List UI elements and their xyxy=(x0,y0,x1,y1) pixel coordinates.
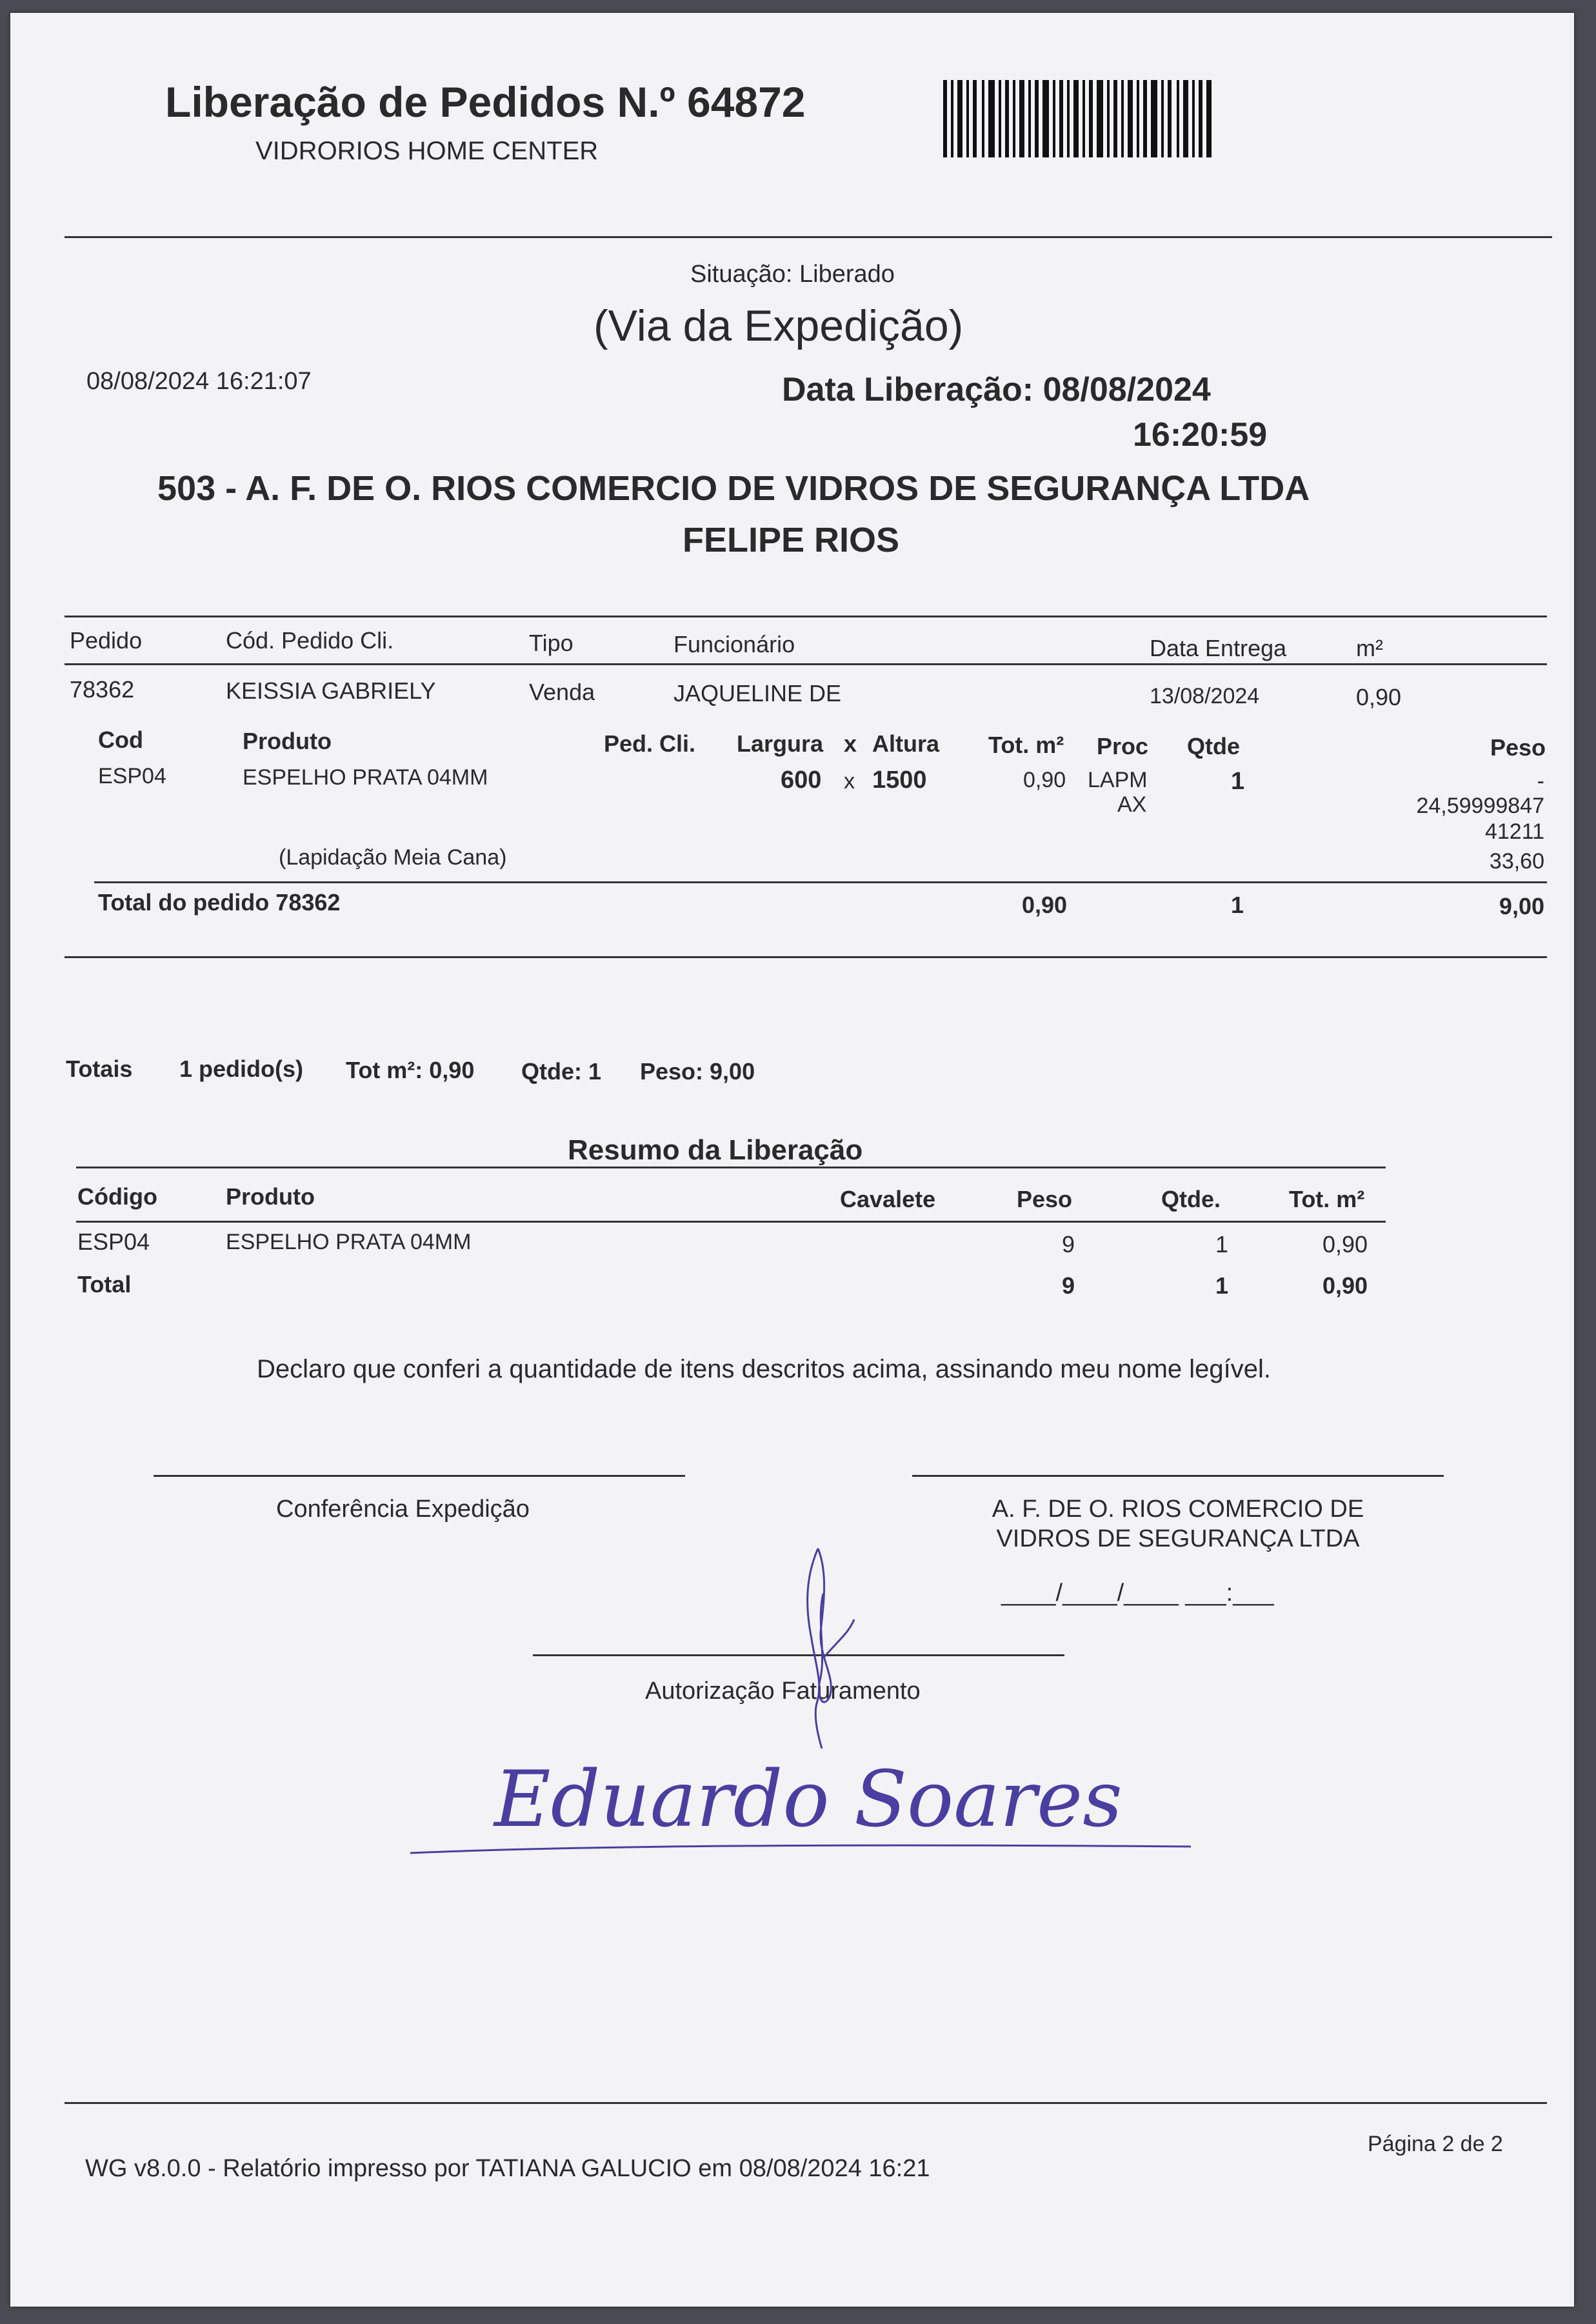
order-header-line xyxy=(65,663,1547,665)
item-qtde: 1 xyxy=(1231,768,1245,795)
barcode xyxy=(943,80,1214,157)
item-col-largura: Largura xyxy=(737,730,824,757)
resumo-col-produto: Produto xyxy=(226,1183,315,1210)
item-col-tot-m2: Tot. m² xyxy=(988,732,1064,758)
order-bottom-line xyxy=(65,956,1547,958)
totals-pedidos: 1 pedido(s) xyxy=(179,1056,304,1082)
item-produto: ESPELHO PRATA 04MM xyxy=(243,765,488,790)
col-m2: m² xyxy=(1356,635,1383,661)
resumo-total-tot-m2: 0,90 xyxy=(1322,1272,1368,1299)
date-time-blank: ____/____/____ ___:___ xyxy=(1001,1579,1274,1607)
conferencia-label: Conferência Expedição xyxy=(276,1496,530,1523)
order-funcionario: JAQUELINE DE xyxy=(673,680,842,706)
company-signature-line1: A. F. DE O. RIOS COMERCIO DE xyxy=(992,1496,1364,1523)
data-liberacao: Data Liberação: 08/08/2024 xyxy=(782,371,1211,408)
company-signature-line xyxy=(912,1475,1444,1477)
printed-datetime: 08/08/2024 16:21:07 xyxy=(86,368,312,395)
order-total-qtde: 1 xyxy=(1231,892,1244,918)
resumo-row-peso: 9 xyxy=(1062,1231,1075,1257)
order-total-label: Total do pedido 78362 xyxy=(98,889,341,916)
company-name: VIDRORIOS HOME CENTER xyxy=(255,137,599,165)
resumo-title: Resumo da Liberação xyxy=(568,1134,863,1166)
order-data-entrega: 13/08/2024 xyxy=(1150,684,1260,708)
item-peso-2: 24,59999847 xyxy=(1416,794,1544,818)
resumo-total-label: Total xyxy=(77,1271,132,1297)
hora-liberacao: 16:20:59 xyxy=(1133,416,1268,454)
resumo-col-qtde: Qtde. xyxy=(1161,1186,1221,1212)
resumo-row-produto: ESPELHO PRATA 04MM xyxy=(226,1230,472,1254)
resumo-row-tot-m2: 0,90 xyxy=(1322,1231,1368,1257)
order-cod-pedido-cli: KEISSIA GABRIELY xyxy=(226,677,436,704)
col-pedido: Pedido xyxy=(70,627,143,654)
items-total-line xyxy=(94,881,1547,883)
order-pedido: 78362 xyxy=(70,676,135,703)
initials-signature xyxy=(778,1542,862,1755)
order-total-m2: 0,90 xyxy=(1022,892,1068,918)
order-tipo: Venda xyxy=(529,679,595,705)
resumo-top-line xyxy=(76,1167,1386,1168)
item-col-ped-cli: Ped. Cli. xyxy=(604,730,696,757)
via-title: (Via da Expedição) xyxy=(594,301,964,350)
handwritten-signature xyxy=(397,1742,1236,1871)
client-name: 503 - A. F. DE O. RIOS COMERCIO DE VIDROS DE SEGURANÇA LTDA xyxy=(157,469,1310,508)
item-col-x: x xyxy=(844,730,857,757)
item-x: x xyxy=(844,769,855,794)
item-peso-4: 33,60 xyxy=(1489,849,1544,874)
item-altura: 1500 xyxy=(872,766,927,794)
col-funcionario: Funcionário xyxy=(673,631,795,657)
item-peso-3: 41211 xyxy=(1484,819,1544,844)
item-col-altura: Altura xyxy=(872,730,940,757)
document-page xyxy=(10,13,1574,2307)
order-m2: 0,90 xyxy=(1356,684,1402,710)
item-col-peso: Peso xyxy=(1490,734,1546,761)
status-situacao: Situação: Liberado xyxy=(690,261,895,288)
item-tot-m2: 0,90 xyxy=(1023,768,1066,792)
totals-peso: Peso: 9,00 xyxy=(640,1058,755,1085)
document-title: Liberação de Pedidos N.º 64872 xyxy=(165,78,806,126)
resumo-col-peso: Peso xyxy=(1017,1186,1073,1212)
resumo-row-codigo: ESP04 xyxy=(77,1228,150,1255)
col-cod-pedido-cli: Cód. Pedido Cli. xyxy=(226,627,394,654)
order-top-line xyxy=(65,616,1547,617)
conferencia-signature-line xyxy=(154,1475,685,1477)
svg-text:Eduardo Soares: Eduardo Soares xyxy=(494,1755,1122,1845)
totals-qtde: Qtde: 1 xyxy=(521,1058,602,1085)
item-col-qtde: Qtde xyxy=(1187,733,1241,759)
item-col-produto: Produto xyxy=(243,728,332,754)
resumo-total-qtde: 1 xyxy=(1215,1272,1229,1299)
item-proc-1: LAPM xyxy=(1088,768,1148,792)
company-signature-line2: VIDROS DE SEGURANÇA LTDA xyxy=(996,1525,1360,1552)
resumo-row-qtde: 1 xyxy=(1215,1231,1229,1257)
client-contact: FELIPE RIOS xyxy=(683,521,900,559)
col-data-entrega: Data Entrega xyxy=(1150,635,1287,661)
resumo-col-codigo: Código xyxy=(77,1183,157,1210)
item-peso-1: - xyxy=(1537,769,1544,794)
footer-line xyxy=(65,2102,1547,2104)
item-cod: ESP04 xyxy=(98,764,166,788)
footer-printed-by: WG v8.0.0 - Relatório impresso por TATIANA GALUCIO em 08/08/2024 16:21 xyxy=(85,2155,930,2182)
resumo-col-cavalete: Cavalete xyxy=(840,1186,936,1212)
resumo-total-peso: 9 xyxy=(1062,1272,1075,1299)
col-tipo: Tipo xyxy=(529,630,574,656)
item-proc-2: AX xyxy=(1117,792,1147,817)
item-largura: 600 xyxy=(781,766,822,794)
item-col-proc: Proc xyxy=(1097,733,1149,759)
item-note: (Lapidação Meia Cana) xyxy=(279,845,507,870)
autorizacao-label: Autorização Faturamento xyxy=(645,1678,921,1705)
item-col-cod: Cod xyxy=(98,726,143,753)
declaration-text: Declaro que conferi a quantidade de itens descritos acima, assinando meu nome legível. xyxy=(257,1355,1272,1383)
resumo-header-line xyxy=(76,1221,1386,1223)
resumo-col-tot-m2: Tot. m² xyxy=(1289,1186,1365,1212)
totals-label: Totais xyxy=(66,1056,133,1082)
footer-page: Página 2 de 2 xyxy=(1368,2132,1503,2156)
totals-tot-m2: Tot m²: 0,90 xyxy=(346,1057,475,1083)
order-total-peso: 9,00 xyxy=(1499,893,1544,919)
header-divider xyxy=(65,236,1552,238)
